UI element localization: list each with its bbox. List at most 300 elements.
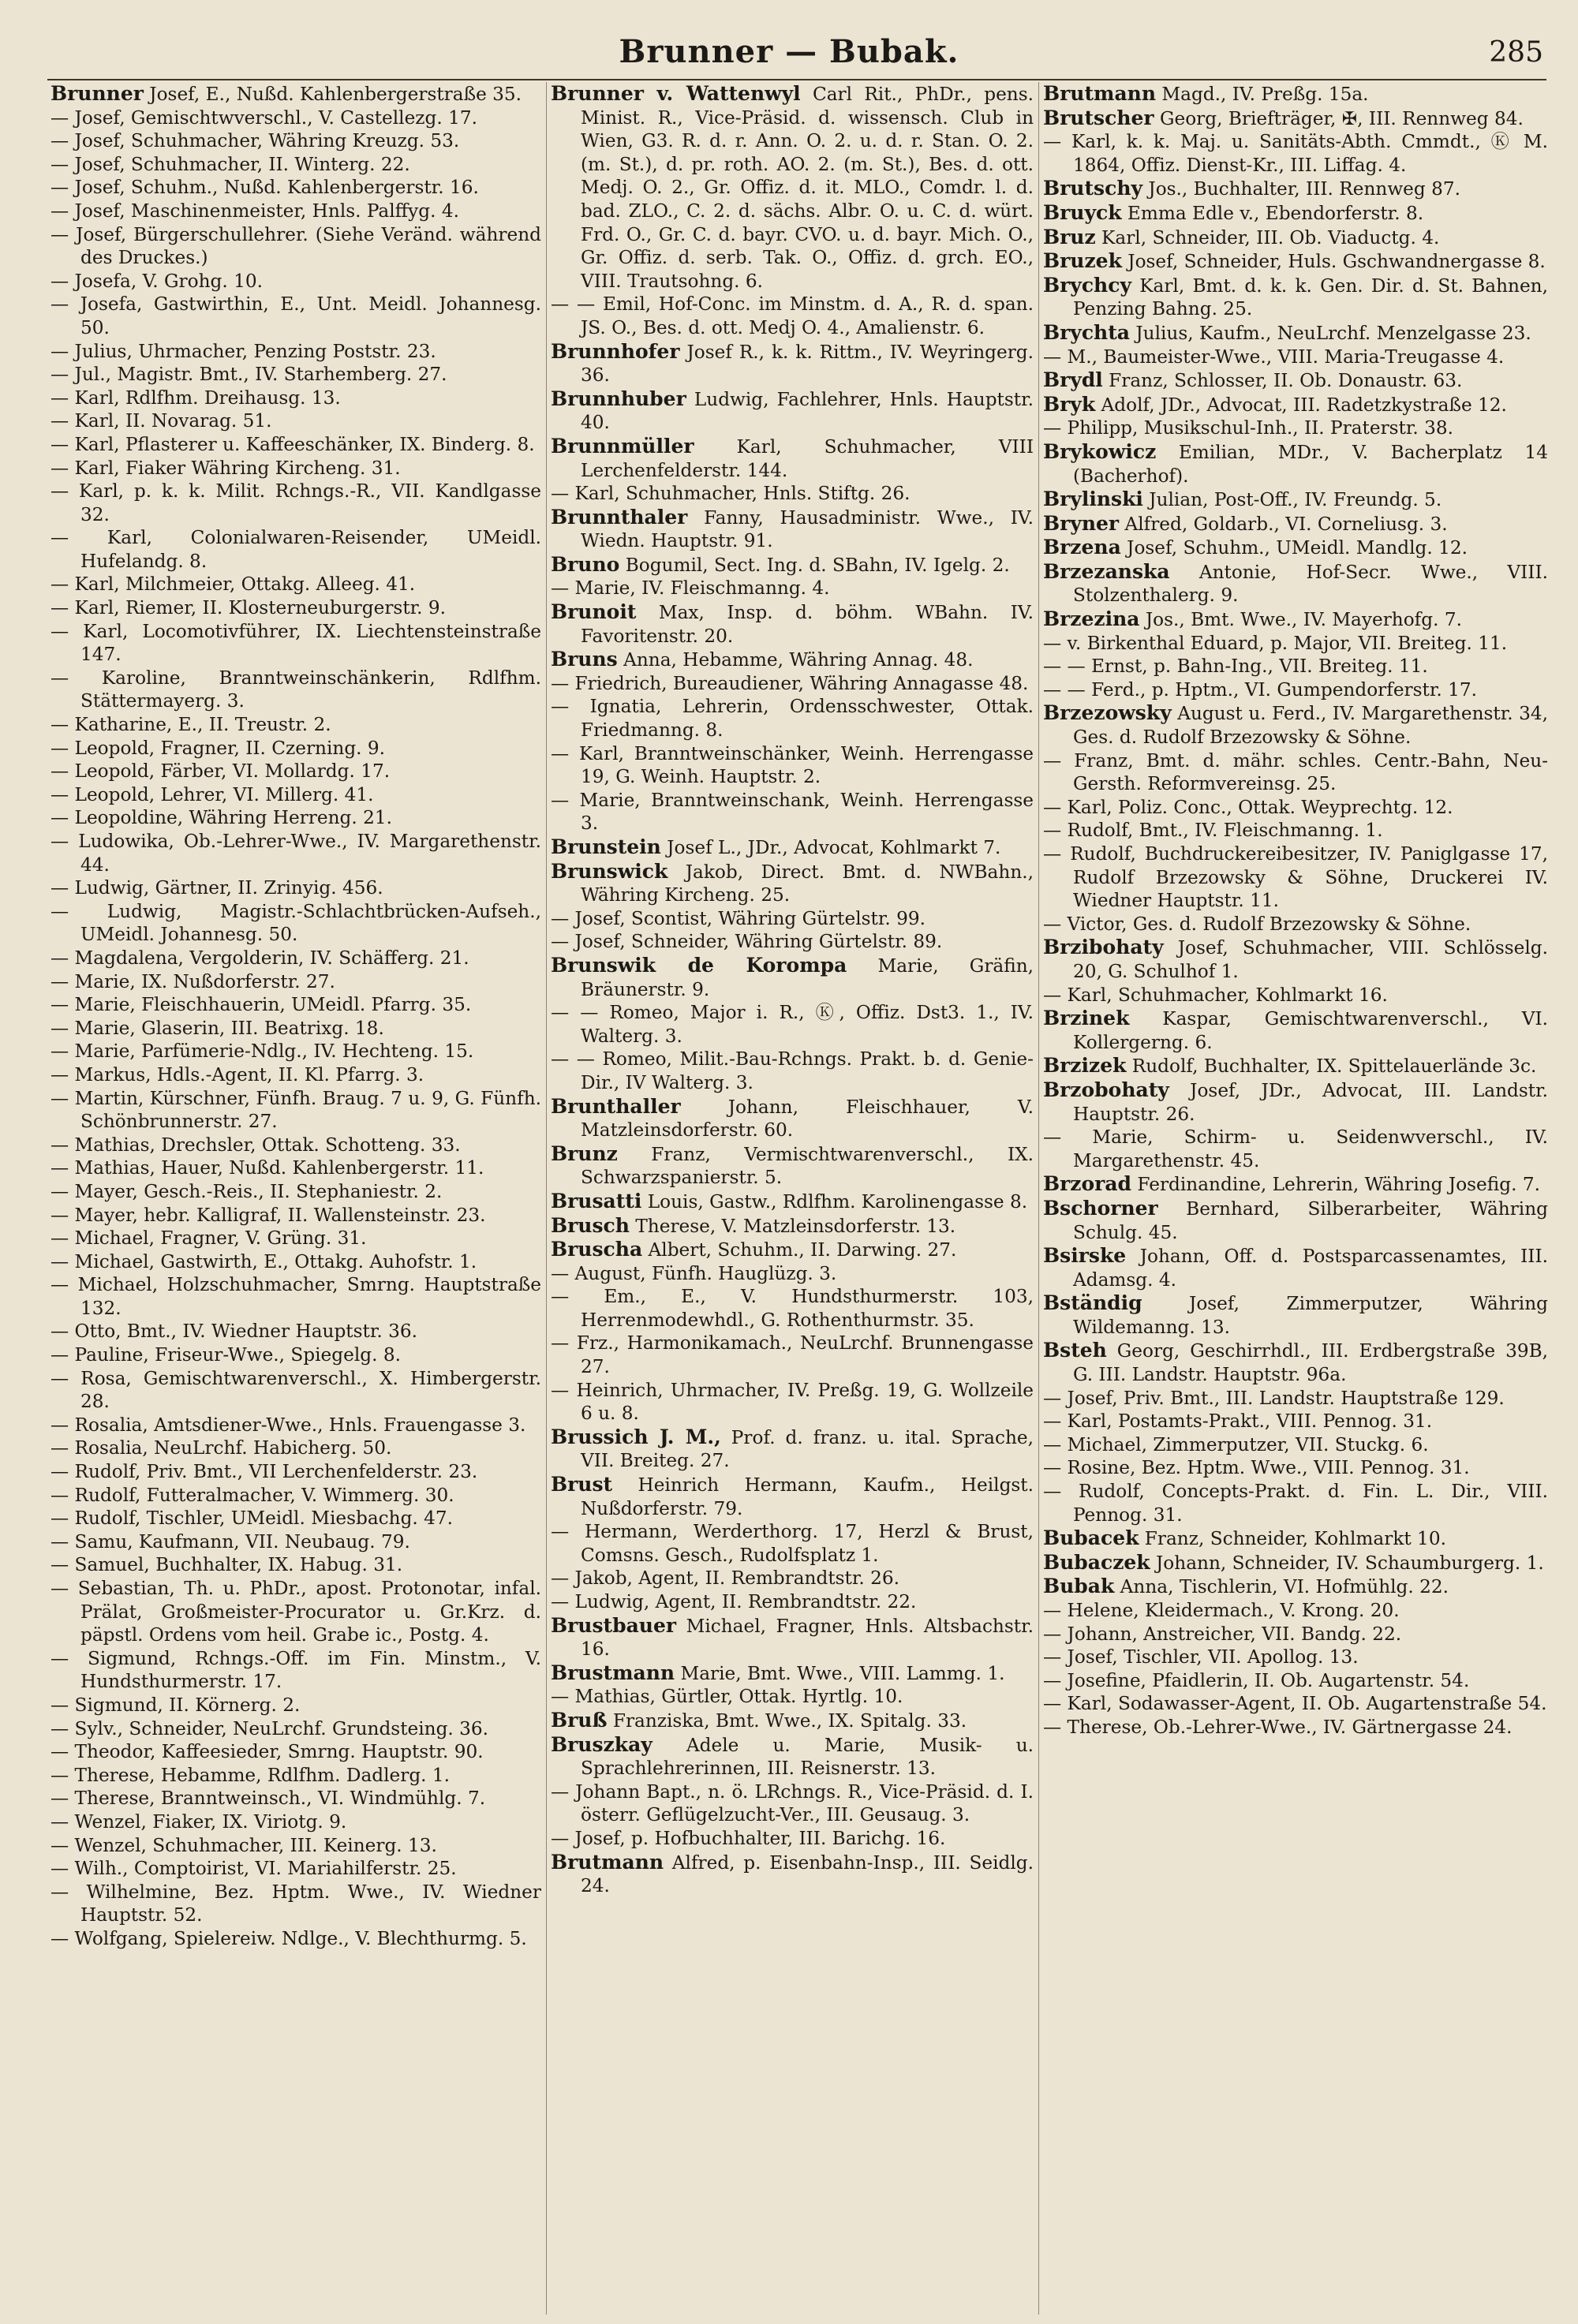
entry-details: Jos., Buchhalter, III. Rennweg 87. [1142, 178, 1460, 200]
directory-entry [551, 1661, 1034, 1686]
directory-entry [551, 435, 1034, 482]
entry-details: — — Ernst, p. Bahn-Ing., VII. Breiteg. 11. [1043, 656, 1428, 678]
directory-entry [551, 1590, 1034, 1614]
entry-details: — Marie, Branntweinschank, Weinh. Herrengasse 3. [551, 789, 1034, 835]
directory-entry [551, 82, 1034, 293]
entry-details: Marie, Gräfin, Bräunerstr. 9. [581, 955, 1034, 1000]
directory-entry [1043, 536, 1548, 560]
entry-details: — Pauline, Friseur-Wwe., Spiegelg. 8. [50, 1344, 401, 1366]
directory-entry [1043, 346, 1548, 369]
directory-entry [50, 363, 541, 387]
directory-entry [50, 1577, 541, 1647]
directory-entry [1043, 368, 1548, 393]
entry-surname: Brzinek [1043, 1007, 1130, 1030]
directory-entry [1043, 1599, 1548, 1623]
directory-entry [1043, 512, 1548, 536]
entry-details: — Josef, p. Hofbuchhalter, III. Barichg. 16. [551, 1827, 946, 1849]
directory-entry [551, 1827, 1034, 1851]
directory-entry [551, 1285, 1034, 1332]
directory-entry [1043, 488, 1548, 512]
entry-details: Antonie, Hof-Secr. Wwe., VIII. Stolzenthalerg. 9. [1073, 561, 1548, 607]
directory-entry [1043, 1669, 1548, 1693]
entry-surname: Brzezina [1043, 607, 1140, 631]
entry-surname: Brunthaller [551, 1094, 681, 1118]
entry-details: Rudolf, Buchhalter, IX. Spittelauerlände 3c. [1126, 1056, 1537, 1078]
entry-details: — Rudolf, Buchdruckereibesitzer, IV. Paniglgasse 17, Rudolf Brzezowsky & Söhne, Druckerei IV. Wiedner Hauptstr. 11. [1043, 843, 1548, 912]
entry-surname: Brunnhuber [551, 387, 686, 410]
entry-surname: Brzezowsky [1043, 701, 1172, 725]
entry-details: — Martin, Kürschner, Fünfh. Braug. 7 u. 9, G. Fünfh. Schönbrunnerstr. 27. [50, 1087, 541, 1133]
entry-details: Bogumil, Sect. Ing. d. SBahn, IV. Igelg. 2. [619, 554, 1010, 576]
entry-details: — Samu, Kaufmann, VII. Neubaug. 79. [50, 1530, 410, 1552]
directory-entry [1043, 1172, 1548, 1197]
directory-entry [1043, 936, 1548, 983]
directory-entry [551, 1001, 1034, 1048]
directory-entry [551, 648, 1034, 672]
entry-details: — Johann Bapt., n. ö. LRchngs. R., Vice-Präsid. d. I. österr. Geflügelzucht-Ver., III. Geusaug. 3. [551, 1780, 1034, 1826]
entry-details: — Karl, Postamts-Prakt., VIII. Pennog. 31. [1043, 1410, 1433, 1433]
entry-surname: Brussich J. M., [551, 1425, 721, 1448]
directory-entry [551, 907, 1034, 931]
page-title: Brunner — Bubak. [619, 33, 959, 70]
directory-entry [1043, 1007, 1548, 1054]
entry-details: Karl, Schneider, III. Ob. Viaductg. 4. [1095, 226, 1440, 248]
entry-details: — Josef, Schuhmacher, Währing Kreuzg. 53. [50, 130, 460, 152]
directory-entry [50, 737, 541, 760]
entry-details: — Josef, Scontist, Währing Gürtelstr. 99. [551, 907, 925, 929]
directory-entry [50, 1204, 541, 1227]
directory-entry [50, 153, 541, 177]
entry-details: — Victor, Ges. d. Rudolf Brzezowsky & Söhne. [1043, 913, 1471, 935]
entry-surname: Brusch [551, 1213, 630, 1237]
directory-entry [1043, 1551, 1548, 1575]
entry-details: — August, Fünfh. Hauglüzg. 3. [551, 1262, 837, 1284]
entry-details: Therese, V. Matzleinsdorferstr. 13. [629, 1215, 956, 1237]
entry-details: Julian, Post-Off., IV. Freundg. 5. [1142, 489, 1442, 511]
entry-details: — Josef, Gemischtwverschl., V. Castellezg. 17. [50, 106, 477, 129]
directory-entry [50, 783, 541, 807]
directory-entry [50, 1320, 541, 1343]
directory-entry [50, 1764, 541, 1788]
entry-details: Adele u. Marie, Musik- u. Sprachlehrerinnen, III. Reisnerstr. 13. [581, 1734, 1034, 1780]
entry-details: Johann, Off. d. Postsparcassenamtes, III. Adamsg. 4. [1073, 1246, 1548, 1291]
entry-details: — Leopold, Lehrer, VI. Millerg. 41. [50, 783, 374, 805]
entry-details: — Karl, Schuhmacher, Hnls. Stiftg. 26. [551, 483, 911, 505]
entry-details: Karl, Schuhmacher, VIII Lerchenfelderstr. 144. [581, 435, 1034, 481]
entry-details: — Rosa, Gemischtwarenverschl., X. Himbergerstr. 28. [50, 1367, 541, 1413]
entry-details: Carl Rit., PhDr., pens. Minist. R., Vice-Präsid. d. wissensch. Club in Wien, G3. R. d. r. Ann. O. 2. u. d. r. Stan. O. 2. (m. St.), d. pr. roth. AO. 2. (m. St.), Bes. d. ott. Medj. O. 2., Gr. Offiz. d. it. MLO., Comdr. l. d. bad. ZLO., C. 2. d. sächs. Albr. O. u. C. d. würt. Frd. O., Gr. C. d. bayr. CVO. u. d. bayr. Mich. O., Gr. Offiz. d. serb. Tak. O., Offiz. d. grch. EO., VIII. Trautsohng. 6. [581, 84, 1034, 292]
column-left [50, 82, 541, 2315]
directory-entry [1043, 749, 1548, 796]
entry-details: — Mayer, hebr. Kalligraf, II. Wallensteinstr. 23. [50, 1204, 486, 1226]
directory-entry [551, 1520, 1034, 1567]
entry-details: — Karl, Schuhmacher, Kohlmarkt 16. [1043, 984, 1388, 1006]
directory-entry [551, 835, 1034, 860]
entry-details: — Karl, k. k. Maj. u. Sanitäts-Abth. Cmmdt., Ⓚ M. 1864, Offiz. Dienst-Kr., III. Liffag. 4. [1043, 131, 1548, 176]
entry-details: — Sebastian, Th. u. PhDr., apost. Protonotar, infal. Prälat, Großmeister-Procurator u. Gr.Krz. d. päpstl. Ordens vom heil. Grabe ic., Postg. 4. [50, 1578, 541, 1646]
directory-entry [1043, 701, 1548, 749]
entry-details: — Karl, II. Novarag. 51. [50, 410, 272, 432]
directory-entry [551, 553, 1034, 577]
page-number: 285 [1489, 36, 1543, 69]
entry-details: — Josef, Schneider, Währing Gürtelstr. 89. [551, 931, 943, 953]
directory-entry [1043, 796, 1548, 820]
directory-entry [1043, 417, 1548, 440]
directory-entry [50, 806, 541, 830]
entry-surname: Brzizek [1043, 1054, 1127, 1078]
directory-entry [551, 1709, 1034, 1733]
directory-entry [1043, 632, 1548, 656]
entry-surname: Brust [551, 1473, 613, 1496]
entry-surname: Bruscha [551, 1238, 643, 1261]
entry-details: Alfred, Goldarb., VI. Corneliusg. 3. [1119, 513, 1448, 535]
entry-details: — Rudolf, Priv. Bmt., VII Lerchenfelderstr. 23. [50, 1461, 478, 1483]
entry-surname: Brunnmüller [551, 434, 694, 458]
directory-entry [551, 1567, 1034, 1590]
directory-entry [1043, 321, 1548, 346]
directory-entry [1043, 1456, 1548, 1480]
entry-details: — Josef, Tischler, VII. Apollog. 13. [1043, 1646, 1359, 1668]
entry-details: — Rudolf, Concepts-Prakt. d. Fin. L. Dir., VIII. Pennog. 31. [1043, 1481, 1548, 1526]
entry-surname: Brunoit [551, 600, 637, 624]
directory-entry [50, 409, 541, 433]
directory-entry [551, 1262, 1034, 1286]
entry-details: — Ignatia, Lehrerin, Ordensschwester, Ottak. Friedmanng. 8. [551, 696, 1034, 742]
directory-entry [50, 1017, 541, 1041]
entry-details: Johann, Schneider, IV. Schaumburgerg. 1. [1150, 1552, 1544, 1574]
directory-entry [1043, 177, 1548, 201]
directory-entry [551, 1048, 1034, 1094]
entry-details: — Jul., Magistr. Bmt., IV. Starhemberg. 27. [50, 364, 447, 386]
directory-entry [1043, 678, 1548, 702]
directory-entry [551, 1238, 1034, 1262]
directory-entry [50, 620, 541, 667]
entry-details: Emma Edle v., Ebendorferstr. 8. [1121, 202, 1424, 224]
entry-details: Michael, Fragner, Hnls. Altsbachstr. 16. [581, 1615, 1034, 1661]
entry-details: — Therese, Branntweinsch., VI. Windmühlg. 7. [50, 1788, 486, 1810]
entry-details: — Wolfgang, Spielereiw. Ndlge., V. Blechthurmg. 5. [50, 1927, 527, 1949]
entry-details: — Josefine, Pfaidlerin, II. Ob. Augartenstr. 54. [1043, 1669, 1470, 1691]
directory-entry [50, 526, 541, 573]
entry-surname: Bryner [1043, 511, 1120, 535]
entry-details: — — Romeo, Major i. R., Ⓚ, Offiz. Dst3. 1., IV. Walterg. 3. [551, 1002, 1034, 1047]
entry-surname: Bsteh [1043, 1339, 1107, 1362]
entry-surname: Brychta [1043, 320, 1130, 344]
entry-details: — Rosalia, Amtsdiener-Wwe., Hnls. Frauengasse 3. [50, 1414, 526, 1436]
entry-details: — Magdalena, Vergolderin, IV. Schäfferg. 21. [50, 947, 469, 969]
entry-details: — Ludowika, Ob.-Lehrer-Wwe., IV. Margarethenstr. 44. [50, 831, 541, 876]
directory-entry [1043, 201, 1548, 226]
entry-details: Louis, Gastw., Rdlfhm. Karolinengasse 8. [641, 1190, 1028, 1212]
directory-entry [50, 293, 541, 339]
directory-entry [50, 106, 541, 130]
directory-entry [1043, 1339, 1548, 1386]
entry-surname: Brunz [551, 1141, 618, 1165]
entry-details: — M., Baumeister-Wwe., VIII. Maria-Treugasse 4. [1043, 346, 1505, 368]
entry-details: — Rosine, Bez. Hptm. Wwe., VIII. Pennog. 31. [1043, 1457, 1470, 1479]
directory-entry [1043, 82, 1548, 106]
entry-details: — Samuel, Buchhalter, IX. Habug. 31. [50, 1554, 403, 1576]
entry-details: Josef, Schneider, Huls. Gschwandnergasse 8. [1121, 251, 1546, 273]
column-divider [1038, 82, 1039, 2315]
directory-entry [50, 596, 541, 620]
directory-entry [50, 1273, 541, 1320]
entry-surname: Brunner v. Wattenwyl [551, 82, 801, 105]
entry-details: — Karl, Fiaker Währing Kircheng. 31. [50, 457, 401, 479]
directory-entry [551, 1780, 1034, 1827]
entry-surname: Brunswik de Korompa [551, 953, 847, 977]
entry-details: — Wenzel, Schuhmacher, III. Keinerg. 13. [50, 1834, 437, 1856]
column-divider [546, 82, 547, 2315]
entry-details: Kaspar, Gemischtwarenverschl., VI. Kollergerng. 6. [1073, 1008, 1548, 1053]
entry-details: Alfred, p. Eisenbahn-Insp., III. Seidlg. 24. [581, 1851, 1034, 1897]
entry-details: — Karl, Colonialwaren-Reisender, UMeidl. Hufelandg. 8. [50, 527, 541, 572]
entry-details: — Philipp, Musikschul-Inh., II. Praterstr. 38. [1043, 417, 1454, 439]
entry-surname: Brzobohaty [1043, 1078, 1169, 1101]
directory-entry [50, 1156, 541, 1180]
entry-details: — Friedrich, Bureaudiener, Währing Annagasse 48. [551, 672, 1029, 694]
entry-details: — Rudolf, Tischler, UMeidl. Miesbachg. 47. [50, 1508, 454, 1530]
directory-entry [50, 1553, 541, 1577]
entry-details: — Karl, Sodawasser-Agent, II. Ob. Augartenstraße 54. [1043, 1693, 1547, 1715]
entry-details: — Katharine, E., II. Treustr. 2. [50, 714, 331, 736]
entry-details: — Franz, Bmt. d. mähr. schles. Centr.-Bahn, Neu-Gersth. Reformvereinsg. 25. [1043, 749, 1548, 795]
directory-entry [1043, 1078, 1548, 1126]
entry-details: — — Romeo, Milit.-Bau-Rchngs. Prakt. b. d. Genie-Dir., IV Walterg. 3. [551, 1048, 1034, 1093]
entry-details: — Mathias, Hauer, Nußd. Kahlenbergerstr. 11. [50, 1157, 484, 1179]
directory-entry [1043, 106, 1548, 131]
directory-entry [1043, 1623, 1548, 1646]
entry-details: — Marie, Parfümerie-Ndlg., IV. Hechteng. 15. [50, 1041, 474, 1063]
entry-details: — Marie, IX. Nußdorferstr. 27. [50, 970, 335, 992]
directory-entry [50, 457, 541, 480]
entry-surname: Brutmann [1043, 82, 1157, 105]
entry-surname: Brykowicz [1043, 439, 1157, 463]
directory-entry [1043, 655, 1548, 678]
entry-details: — Therese, Hebamme, Rdlfhm. Dadlerg. 1. [50, 1764, 451, 1786]
entry-details: Josef R., k. k. Rittm., IV. Weyringerg. 36. [581, 341, 1034, 387]
entry-surname: Brylinski [1043, 488, 1143, 511]
directory-entry [50, 1507, 541, 1530]
entry-details: — Marie, IV. Fleischmanng. 4. [551, 577, 830, 600]
entry-details: Karl, Bmt. d. k. k. Gen. Dir. d. St. Bahnen, Penzing Bahng. 25. [1073, 275, 1548, 320]
directory-entry [1043, 1054, 1548, 1078]
entry-details: — Michael, Gastwirth, E., Ottakg. Auhofstr. 1. [50, 1250, 477, 1272]
entry-details: — Josefa, Gastwirthin, E., Unt. Meidl. Johannesg. 50. [50, 293, 541, 338]
directory-entry [1043, 1197, 1548, 1244]
entry-details: Georg, Briefträger, ✠, III. Rennweg 84. [1154, 107, 1524, 129]
directory-entry [1043, 1433, 1548, 1457]
entry-details: — Heinrich, Uhrmacher, IV. Preßg. 19, G. Wollzeile 6 u. 8. [551, 1379, 1034, 1425]
entry-surname: Brychcy [1043, 273, 1131, 297]
entry-details: Franziska, Bmt. Wwe., IX. Spitalg. 33. [607, 1709, 967, 1732]
entry-details: — Mayer, Gesch.-Reis., II. Stephaniestr. 2. [50, 1180, 443, 1202]
entry-details: — Josef, Bürgerschullehrer. (Siehe Veränd. während des Druckes.) [50, 223, 541, 269]
entry-details: — Wenzel, Fiaker, IX. Viriotg. 9. [50, 1810, 347, 1833]
directory-entry [50, 1740, 541, 1764]
entry-surname: Brusatti [551, 1189, 642, 1212]
directory-entry [551, 1614, 1034, 1661]
entry-details: Emilian, MDr., V. Bacherplatz 14 (Bacherhof). [1073, 441, 1548, 487]
directory-entry [1043, 249, 1548, 274]
entry-surname: Bsirske [1043, 1244, 1127, 1268]
directory-entry [551, 1332, 1034, 1378]
directory-entry [551, 387, 1034, 435]
directory-entry [50, 480, 541, 526]
directory-entry [50, 1694, 541, 1717]
entry-details: — Markus, Hdls.-Agent, II. Kl. Pfarrg. 3. [50, 1063, 424, 1085]
entry-details: Magd., IV. Preßg. 15a. [1156, 84, 1369, 105]
directory-entry [1043, 1126, 1548, 1172]
directory-entry [1043, 1646, 1548, 1669]
entry-details: — Michael, Holzschuhmacher, Smrng. Hauptstraße 132. [50, 1274, 541, 1319]
entry-details: — Karl, Poliz. Conc., Ottak. Weyprechtg. 12. [1043, 796, 1453, 818]
entry-details: — Josef, Priv. Bmt., III. Landstr. Hauptstraße 129. [1043, 1387, 1505, 1409]
entry-details: Franz, Vermischtwarenverschl., IX. Schwarzspanierstr. 5. [581, 1143, 1034, 1189]
entry-details: — Karl, Rdlfhm. Dreihausg. 13. [50, 387, 341, 409]
entry-surname: Bryk [1043, 392, 1096, 416]
directory-entry [50, 1647, 541, 1694]
directory-entry [50, 1530, 541, 1554]
entry-surname: Brustmann [551, 1661, 675, 1684]
directory-entry [1043, 843, 1548, 913]
entry-details: — Mathias, Drechsler, Ottak. Schotteng. 33. [50, 1134, 461, 1156]
directory-entry [551, 930, 1034, 954]
entry-details: — — Ferd., p. Hptm., VI. Gumpendorferstr. 17. [1043, 678, 1477, 701]
directory-entry [1043, 1692, 1548, 1716]
directory-entry [50, 1040, 541, 1063]
directory-entry [551, 860, 1034, 907]
entry-surname: Bruyck [1043, 200, 1122, 224]
directory-entry [50, 433, 541, 457]
directory-entry [551, 672, 1034, 696]
entry-details: — Marie, Glaserin, III. Beatrixg. 18. [50, 1017, 384, 1039]
entry-details: Jakob, Direct. Bmt. d. NWBahn., Währing Kircheng. 25. [581, 861, 1034, 906]
entry-details: — Josef, Schuhm., Nußd. Kahlenbergerstr. 16. [50, 177, 479, 199]
entry-details: — Sigmund, II. Körnerg. 2. [50, 1694, 301, 1716]
entry-details: Ferdinandine, Lehrerin, Währing Josefig. 7. [1131, 1174, 1540, 1196]
entry-details: Albert, Schuhm., II. Darwing. 27. [642, 1239, 957, 1261]
entry-surname: Brutschy [1043, 177, 1143, 200]
directory-entry [551, 695, 1034, 742]
directory-entry [50, 1717, 541, 1741]
entry-surname: Bruno [551, 552, 620, 576]
entry-details: Georg, Geschirrhdl., III. Erdbergstraße 39B, G. III. Landstr. Hauptstr. 96a. [1073, 1340, 1548, 1386]
entry-details: Anna, Tischlerin, VI. Hofmühlg. 22. [1114, 1576, 1449, 1598]
directory-entry [551, 340, 1034, 387]
entry-details: — Karl, Riemer, II. Klosterneuburgerstr. 9. [50, 597, 447, 619]
entry-details: — Rudolf, Futteralmacher, V. Wimmerg. 30. [50, 1484, 454, 1506]
directory-entry [50, 1227, 541, 1250]
directory-entry [1043, 1480, 1548, 1526]
column-middle [551, 82, 1034, 2315]
entry-surname: Brzorad [1043, 1172, 1132, 1196]
entry-surname: Bruz [1043, 225, 1096, 248]
directory-entry [50, 1927, 541, 1951]
directory-entry [551, 789, 1034, 835]
directory-entry [50, 129, 541, 153]
entry-details: — Karl, Pflasterer u. Kaffeeschänker, IX. Binderg. 8. [50, 433, 535, 455]
directory-entry [50, 1250, 541, 1274]
entry-surname: Bruszkay [551, 1732, 653, 1756]
entry-surname: Bubak [1043, 1575, 1115, 1598]
entry-details: — Otto, Bmt., IV. Wiedner Hauptstr. 36. [50, 1321, 417, 1343]
entry-details: Josef, E., Nußd. Kahlenbergerstraße 35. [143, 84, 522, 105]
entry-surname: Brzezanska [1043, 559, 1170, 583]
entry-details: — Rosalia, NeuLrchf. Habicherg. 50. [50, 1437, 392, 1459]
entry-surname: Bständig [1043, 1291, 1142, 1315]
entry-details: — v. Birkenthal Eduard, p. Major, VII. Breiteg. 11. [1043, 632, 1508, 654]
directory-entry [1043, 913, 1548, 936]
directory-entry [551, 1473, 1034, 1520]
directory-entry [1043, 393, 1548, 417]
entry-details: — Helene, Kleidermach., V. Krong. 20. [1043, 1600, 1400, 1621]
entry-surname: Brzena [1043, 536, 1121, 559]
entry-surname: Bruns [551, 648, 618, 671]
entry-details: Ludwig, Fachlehrer, Hnls. Hauptstr. 40. [581, 388, 1034, 434]
entry-details: — Josef, Schuhmacher, II. Winterg. 22. [50, 153, 410, 175]
directory-entry [50, 270, 541, 293]
entry-details: — Frz., Harmonikamach., NeuLrchf. Brunnengasse 27. [551, 1332, 1034, 1378]
directory-entry [1043, 1716, 1548, 1739]
directory-entry [50, 1857, 541, 1881]
entry-details: Josef L., JDr., Advocat, Kohlmarkt 7. [660, 837, 1001, 858]
directory-entry [50, 900, 541, 947]
entry-details: Prof. d. franz. u. ital. Sprache, VII. Breiteg. 27. [581, 1426, 1034, 1472]
entry-details: — Julius, Uhrmacher, Penzing Poststr. 23. [50, 340, 436, 362]
directory-entry [1043, 819, 1548, 843]
entry-details: — Ludwig, Gärtner, II. Zrinyig. 456. [50, 877, 383, 899]
entry-surname: Brunnthaler [551, 505, 688, 529]
entry-details: Anna, Hebamme, Währing Annag. 48. [617, 649, 974, 671]
directory-entry [551, 577, 1034, 600]
directory-entry [50, 387, 541, 410]
directory-entry [1043, 560, 1548, 607]
directory-entry [50, 1180, 541, 1204]
entry-surname: Brunswick [551, 859, 668, 883]
directory-entry [50, 667, 541, 713]
directory-entry [50, 573, 541, 596]
directory-entry [1043, 1526, 1548, 1551]
directory-entry [1043, 1244, 1548, 1291]
entry-surname: Brutscher [1043, 106, 1154, 129]
entry-details: — Karl, p. k. k. Milit. Rchngs.-R., VII. Kandlgasse 32. [50, 480, 541, 525]
entry-details: Josef, Schuhm., UMeidl. Mandlg. 12. [1120, 537, 1468, 559]
entry-surname: Brydl [1043, 368, 1103, 392]
entry-details: Fanny, Hausadministr. Wwe., IV. Wiedn. Hauptstr. 91. [581, 506, 1034, 552]
directory-entry [50, 1063, 541, 1087]
directory-entry [50, 1343, 541, 1367]
entry-details: — Johann, Anstreicher, VII. Bandg. 22. [1043, 1623, 1402, 1645]
directory-entry [1043, 607, 1548, 632]
directory-entry [50, 340, 541, 364]
entry-details: — Wilh., Comptoirist, VI. Mariahilferstr. 25. [50, 1858, 457, 1880]
directory-entry [551, 600, 1034, 648]
directory-entry [551, 482, 1034, 506]
directory-entry [50, 1834, 541, 1858]
entry-details: — Karl, Branntweinschänker, Weinh. Herrengasse 19, G. Weinh. Hauptstr. 2. [551, 742, 1034, 788]
directory-entry [551, 1685, 1034, 1709]
entry-details: Max, Insp. d. böhm. WBahn. IV. Favoritenstr. 20. [581, 602, 1034, 647]
page-header [0, 0, 1578, 73]
directory-entry [50, 993, 541, 1017]
directory-entry [551, 1379, 1034, 1425]
entry-details: — Leopold, Färber, VI. Mollardg. 17. [50, 760, 391, 783]
directory-entry [50, 1460, 541, 1484]
entry-surname: Bubaczek [1043, 1550, 1150, 1574]
directory-entry [551, 954, 1034, 1001]
entry-surname: Bruß [551, 1708, 608, 1732]
